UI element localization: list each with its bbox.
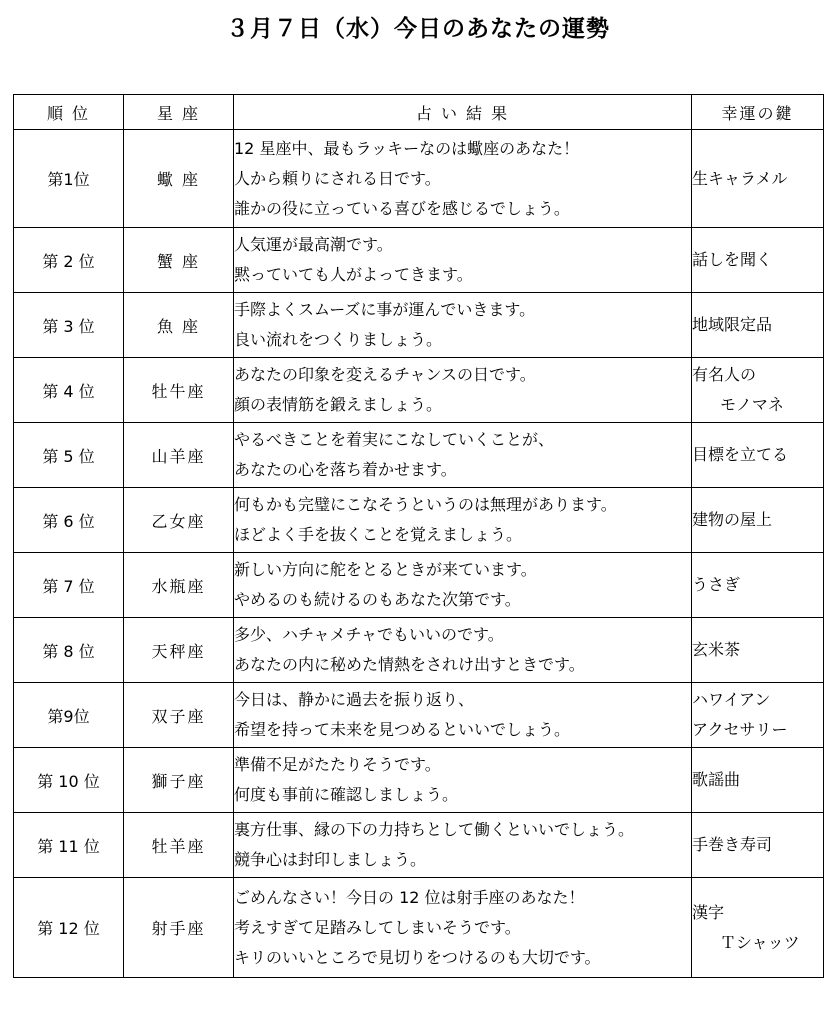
result-line: 裏方仕事、縁の下の力持ちとして働くといいでしょう。 xyxy=(234,820,635,839)
table-row xyxy=(14,228,824,293)
result-cell xyxy=(234,293,692,358)
rank-cell: 第 4 位 xyxy=(14,358,124,423)
rank-cell: 第 10 位 xyxy=(14,748,124,813)
sign-cell: 天秤座 xyxy=(124,618,234,683)
result-cell xyxy=(234,878,692,978)
table-row xyxy=(14,358,824,423)
result-cell xyxy=(234,130,692,228)
result-line: 手際よくスムーズに事が運んでいきます。 xyxy=(234,300,536,319)
lucky-key-line: ハワイアン xyxy=(692,690,771,709)
table-row xyxy=(14,683,824,748)
lucky-key-line: 漢字 xyxy=(692,902,725,922)
lucky-key-line: 目標を立てる xyxy=(692,445,789,464)
rank-cell: 第1位 xyxy=(14,130,124,228)
rank-cell: 第 2 位 xyxy=(14,228,124,293)
result-cell xyxy=(234,618,692,683)
lucky-key-cell xyxy=(692,293,824,358)
rank-cell: 第 7 位 xyxy=(14,553,124,618)
result-cell xyxy=(234,813,692,878)
lucky-key-cell xyxy=(692,553,824,618)
lucky-key-line: Ｔシャッツ xyxy=(720,932,800,952)
lucky-key-cell xyxy=(692,228,824,293)
sign-cell: 水瓶座 xyxy=(124,553,234,618)
lucky-key-cell xyxy=(692,878,824,978)
lucky-key-cell xyxy=(692,130,824,228)
lucky-key-line: 歌謡曲 xyxy=(692,770,741,789)
lucky-key-line: アクセサリー xyxy=(692,720,788,739)
result-line: 希望を持って未来を見つめるといいでしょう。 xyxy=(234,720,571,739)
lucky-key-line: 手巻き寿司 xyxy=(692,835,773,854)
fortune-table xyxy=(13,94,824,978)
lucky-key-cell xyxy=(692,423,824,488)
result-line: 多少、ハチャメチャでもいいのです。 xyxy=(234,625,504,644)
table-row xyxy=(14,423,824,488)
table-row xyxy=(14,293,824,358)
result-line: 新しい方向に舵をとるときが来ています。 xyxy=(234,560,537,579)
result-line: 考えすぎて足踏みしてしまいそうです。 xyxy=(234,917,521,937)
result-cell xyxy=(234,228,692,293)
result-line: 何度も事前に確認しましょう。 xyxy=(234,785,459,804)
lucky-key-line: 有名人の xyxy=(692,365,757,384)
result-line: やめるのも続けるのもあなた次第です。 xyxy=(234,590,521,609)
rank-cell: 第 5 位 xyxy=(14,423,124,488)
result-line: あなたの印象を変えるチャンスの日です。 xyxy=(234,365,536,384)
result-line: 準備不足がたたりそうです。 xyxy=(234,755,441,774)
lucky-key-cell xyxy=(692,683,824,748)
result-line: ほどよく手を抜くことを覚えましょう。 xyxy=(234,525,523,544)
table-header-row xyxy=(14,95,824,130)
rank-cell: 第 8 位 xyxy=(14,618,124,683)
result-line: 誰かの役に立っている喜びを感じるでしょう。 xyxy=(234,198,570,218)
lucky-key-line: 建物の屋上 xyxy=(692,510,773,529)
result-cell xyxy=(234,748,692,813)
rank-cell: 第 3 位 xyxy=(14,293,124,358)
header-sign: 星 座 xyxy=(124,95,234,130)
result-cell xyxy=(234,358,692,423)
result-line: あなたの内に秘めた情熱をされけ出すときです。 xyxy=(234,655,585,674)
result-line: 競争心は封印しましょう。 xyxy=(234,850,427,869)
lucky-key-cell xyxy=(692,748,824,813)
lucky-key-line: うさぎ xyxy=(692,575,741,594)
table-row xyxy=(14,488,824,553)
result-cell xyxy=(234,553,692,618)
result-line: 顔の表情筋を鍛えましょう。 xyxy=(234,395,443,414)
result-line: キリのいいところで見切りをつけるのも大切です。 xyxy=(234,947,601,967)
sign-cell: 乙女座 xyxy=(124,488,234,553)
table-row xyxy=(14,130,824,228)
result-cell xyxy=(234,683,692,748)
result-line: 人気運が最高潮です。 xyxy=(234,235,393,254)
result-line: やるべきことを着実にこなしていくことが、 xyxy=(234,430,555,449)
lucky-key-cell xyxy=(692,813,824,878)
result-line: 人から頼りにされる日です。 xyxy=(234,168,441,188)
lucky-key-cell xyxy=(692,618,824,683)
table-row xyxy=(14,748,824,813)
sign-cell: 山羊座 xyxy=(124,423,234,488)
sign-cell: 牡牛座 xyxy=(124,358,234,423)
sign-cell: 射手座 xyxy=(124,878,234,978)
sign-cell: 蠍 座 xyxy=(124,130,234,228)
result-line: 今日は、静かに過去を振り返り、 xyxy=(234,690,475,709)
result-line: 12 星座中、最もラッキーなのは蠍座のあなた！ xyxy=(234,138,580,158)
lucky-key-line: モノマネ xyxy=(720,395,784,414)
lucky-key-cell xyxy=(692,358,824,423)
result-cell xyxy=(234,423,692,488)
table-row xyxy=(14,878,824,978)
lucky-key-cell xyxy=(692,488,824,553)
sign-cell: 獅子座 xyxy=(124,748,234,813)
rank-cell: 第 6 位 xyxy=(14,488,124,553)
rank-cell: 第 11 位 xyxy=(14,813,124,878)
result-line: 何もかも完璧にこなそうというのは無理があります。 xyxy=(234,495,617,514)
result-line: あなたの心を落ち着かせます。 xyxy=(234,460,457,479)
header-rank: 順 位 xyxy=(14,95,124,130)
sign-cell: 双子座 xyxy=(124,683,234,748)
table-row xyxy=(14,618,824,683)
lucky-key-line: 玄米茶 xyxy=(692,640,741,659)
result-cell xyxy=(234,488,692,553)
table-row xyxy=(14,813,824,878)
result-line: 黙っていても人がよってきます。 xyxy=(234,265,473,284)
header-result: 占 い 結 果 xyxy=(234,95,692,130)
rank-cell: 第9位 xyxy=(14,683,124,748)
page-title: ３月７日（水）今日のあなたの運勢 xyxy=(226,16,610,42)
header-key: 幸運の鍵 xyxy=(692,95,824,130)
sign-cell: 蟹 座 xyxy=(124,228,234,293)
result-line: ごめんなさい！今日の 12 位は射手座のあなた！ xyxy=(234,887,585,907)
lucky-key-line: 地域限定品 xyxy=(692,315,773,334)
lucky-key-line: 生キャラメル xyxy=(692,168,788,188)
rank-cell: 第 12 位 xyxy=(14,878,124,978)
sign-cell: 魚 座 xyxy=(124,293,234,358)
lucky-key-line: 話しを聞く xyxy=(692,250,773,269)
table-row xyxy=(14,553,824,618)
result-line: 良い流れをつくりましょう。 xyxy=(234,330,443,349)
sign-cell: 牡羊座 xyxy=(124,813,234,878)
